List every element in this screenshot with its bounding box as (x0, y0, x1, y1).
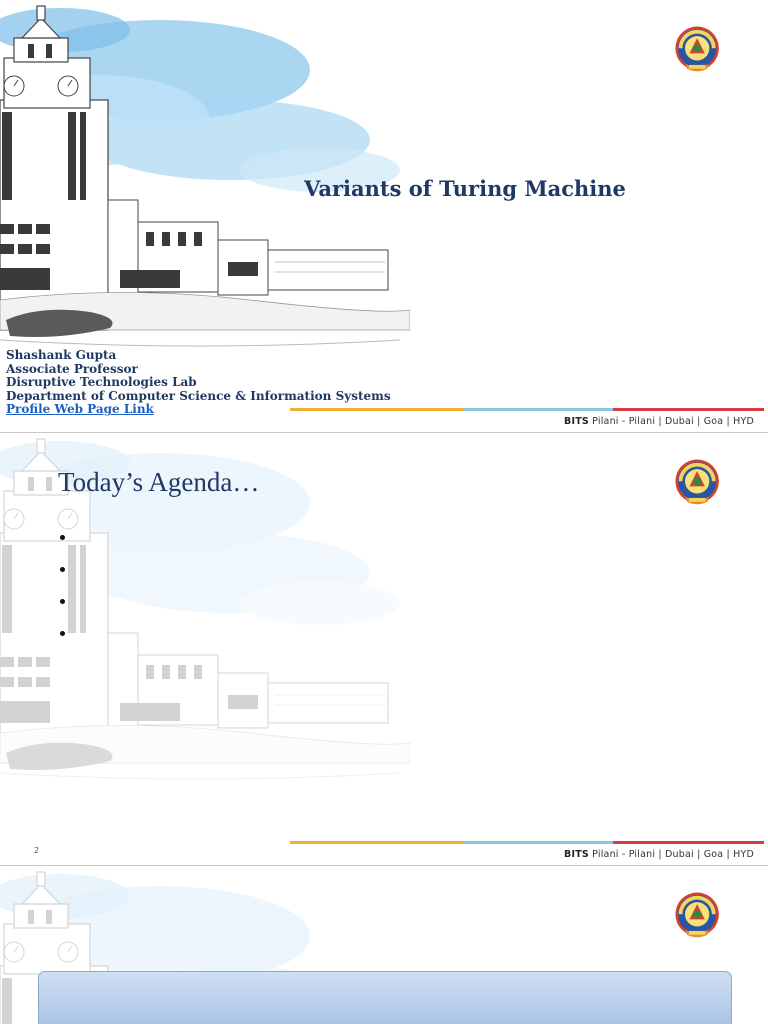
profile-link[interactable]: Profile Web Page Link (6, 402, 154, 417)
title-slide (0, 0, 768, 433)
footer-campuses: Pilani - Pilani | Dubai | Goa | HYD (592, 416, 754, 427)
footer-brand: BITS (564, 849, 589, 860)
campus-footer (564, 416, 754, 427)
presenter-role: Associate Professor (6, 361, 138, 376)
content-box (38, 971, 732, 1024)
bits-pilani-crest-icon (664, 457, 736, 511)
agenda-slide (0, 433, 768, 866)
agenda-title: Today’s Agenda… (58, 467, 260, 497)
third-slide (0, 866, 768, 1024)
presenter-info (6, 349, 391, 417)
color-stripe (290, 841, 764, 844)
bits-pilani-crest-icon (664, 890, 736, 944)
footer-campuses: Pilani - Pilani | Dubai | Goa | HYD (592, 849, 754, 860)
page-number: 2 (34, 846, 40, 855)
presenter-department: Department of Computer Science & Information Systems (6, 388, 391, 403)
campus-footer (564, 849, 754, 860)
presenter-name: Shashank Gupta (6, 348, 117, 362)
presenter-lab: Disruptive Technologies Lab (6, 375, 197, 390)
slide-title: Variants of Turing Machine (304, 176, 626, 201)
bits-pilani-crest-icon (664, 24, 736, 78)
footer-brand: BITS (564, 416, 589, 427)
color-stripe (290, 408, 764, 411)
